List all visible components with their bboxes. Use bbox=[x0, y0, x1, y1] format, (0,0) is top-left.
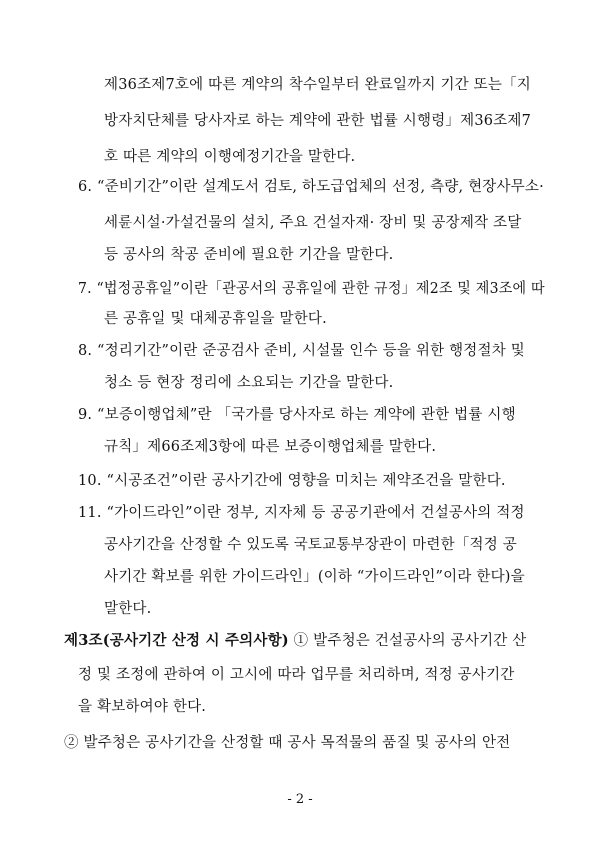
text-line: 등 공사의 착공 준비에 필요한 기간을 말한다. bbox=[104, 247, 394, 263]
list-item-11: 11. “가이드라인”이란 정부, 지자체 등 공공기관에서 건설공사의 적정 bbox=[78, 505, 525, 521]
list-item-9: 9. “보증이행업체”란 「국가를 당사자로 하는 계약에 관한 법률 시행 bbox=[78, 407, 516, 423]
article-3-line bbox=[64, 631, 527, 651]
text-line: 른 공휴일 및 대체공휴일을 말한다. bbox=[104, 311, 327, 327]
text-line: ② 발주청은 공사기간을 산정할 때 공사 목적물의 품질 및 공사의 안전 bbox=[64, 735, 511, 751]
list-item-8: 8. “정리기간”이란 준공검사 준비, 시설물 인수 등을 위한 행정절차 및 bbox=[78, 343, 525, 359]
text-line: 정 및 조정에 관하여 이 고시에 따라 업무를 처리하며, 적정 공사기간 bbox=[78, 667, 515, 683]
article-3-text: ① 발주청은 건설공사의 공사기간 산 bbox=[288, 633, 527, 649]
list-item-7: 7. “법정공휴일”이란「관공서의 공휴일에 관한 규정」제2조 및 제3조에 따 bbox=[78, 281, 545, 297]
list-item-6: 6. “준비기간”이란 설계도서 검토, 하도급업체의 선정, 측량, 현장사무소· bbox=[78, 179, 544, 195]
text-line: 사기간 확보를 위한 가이드라인」(이하 “가이드라인”이라 한다)을 bbox=[104, 569, 525, 585]
text-line: 규칙」제66조제3항에 따른 보증이행업체를 말한다. bbox=[104, 439, 437, 455]
text-line: 말한다. bbox=[104, 601, 152, 617]
list-item-10: 10. “시공조건”이란 공사기간에 영향을 미치는 제약조건을 말한다. bbox=[78, 473, 506, 489]
article-3-heading: 제3조(공사기간 산정 시 주의사항) bbox=[64, 632, 289, 649]
text-line: 제36조제7호에 따른 계약의 착수일부터 완료일까지 기간 또는「지 bbox=[104, 77, 532, 93]
page-number: - 2 - bbox=[287, 792, 313, 807]
text-line: 공사기간을 산정할 수 있도록 국토교통부장관이 마련한「적정 공 bbox=[104, 537, 517, 553]
text-line: 세륜시설·가설건물의 설치, 주요 건설자재· 장비 및 공장제작 조달 bbox=[104, 215, 522, 231]
text-line: 청소 등 현장 정리에 소요되는 기간을 말한다. bbox=[104, 375, 394, 391]
text-line: 호 따른 계약의 이행예정기간을 말한다. bbox=[104, 149, 356, 165]
text-line: 방자치단체를 당사자로 하는 계약에 관한 법률 시행령」제36조제7 bbox=[104, 113, 532, 129]
text-line: 을 확보하여야 한다. bbox=[78, 699, 207, 715]
